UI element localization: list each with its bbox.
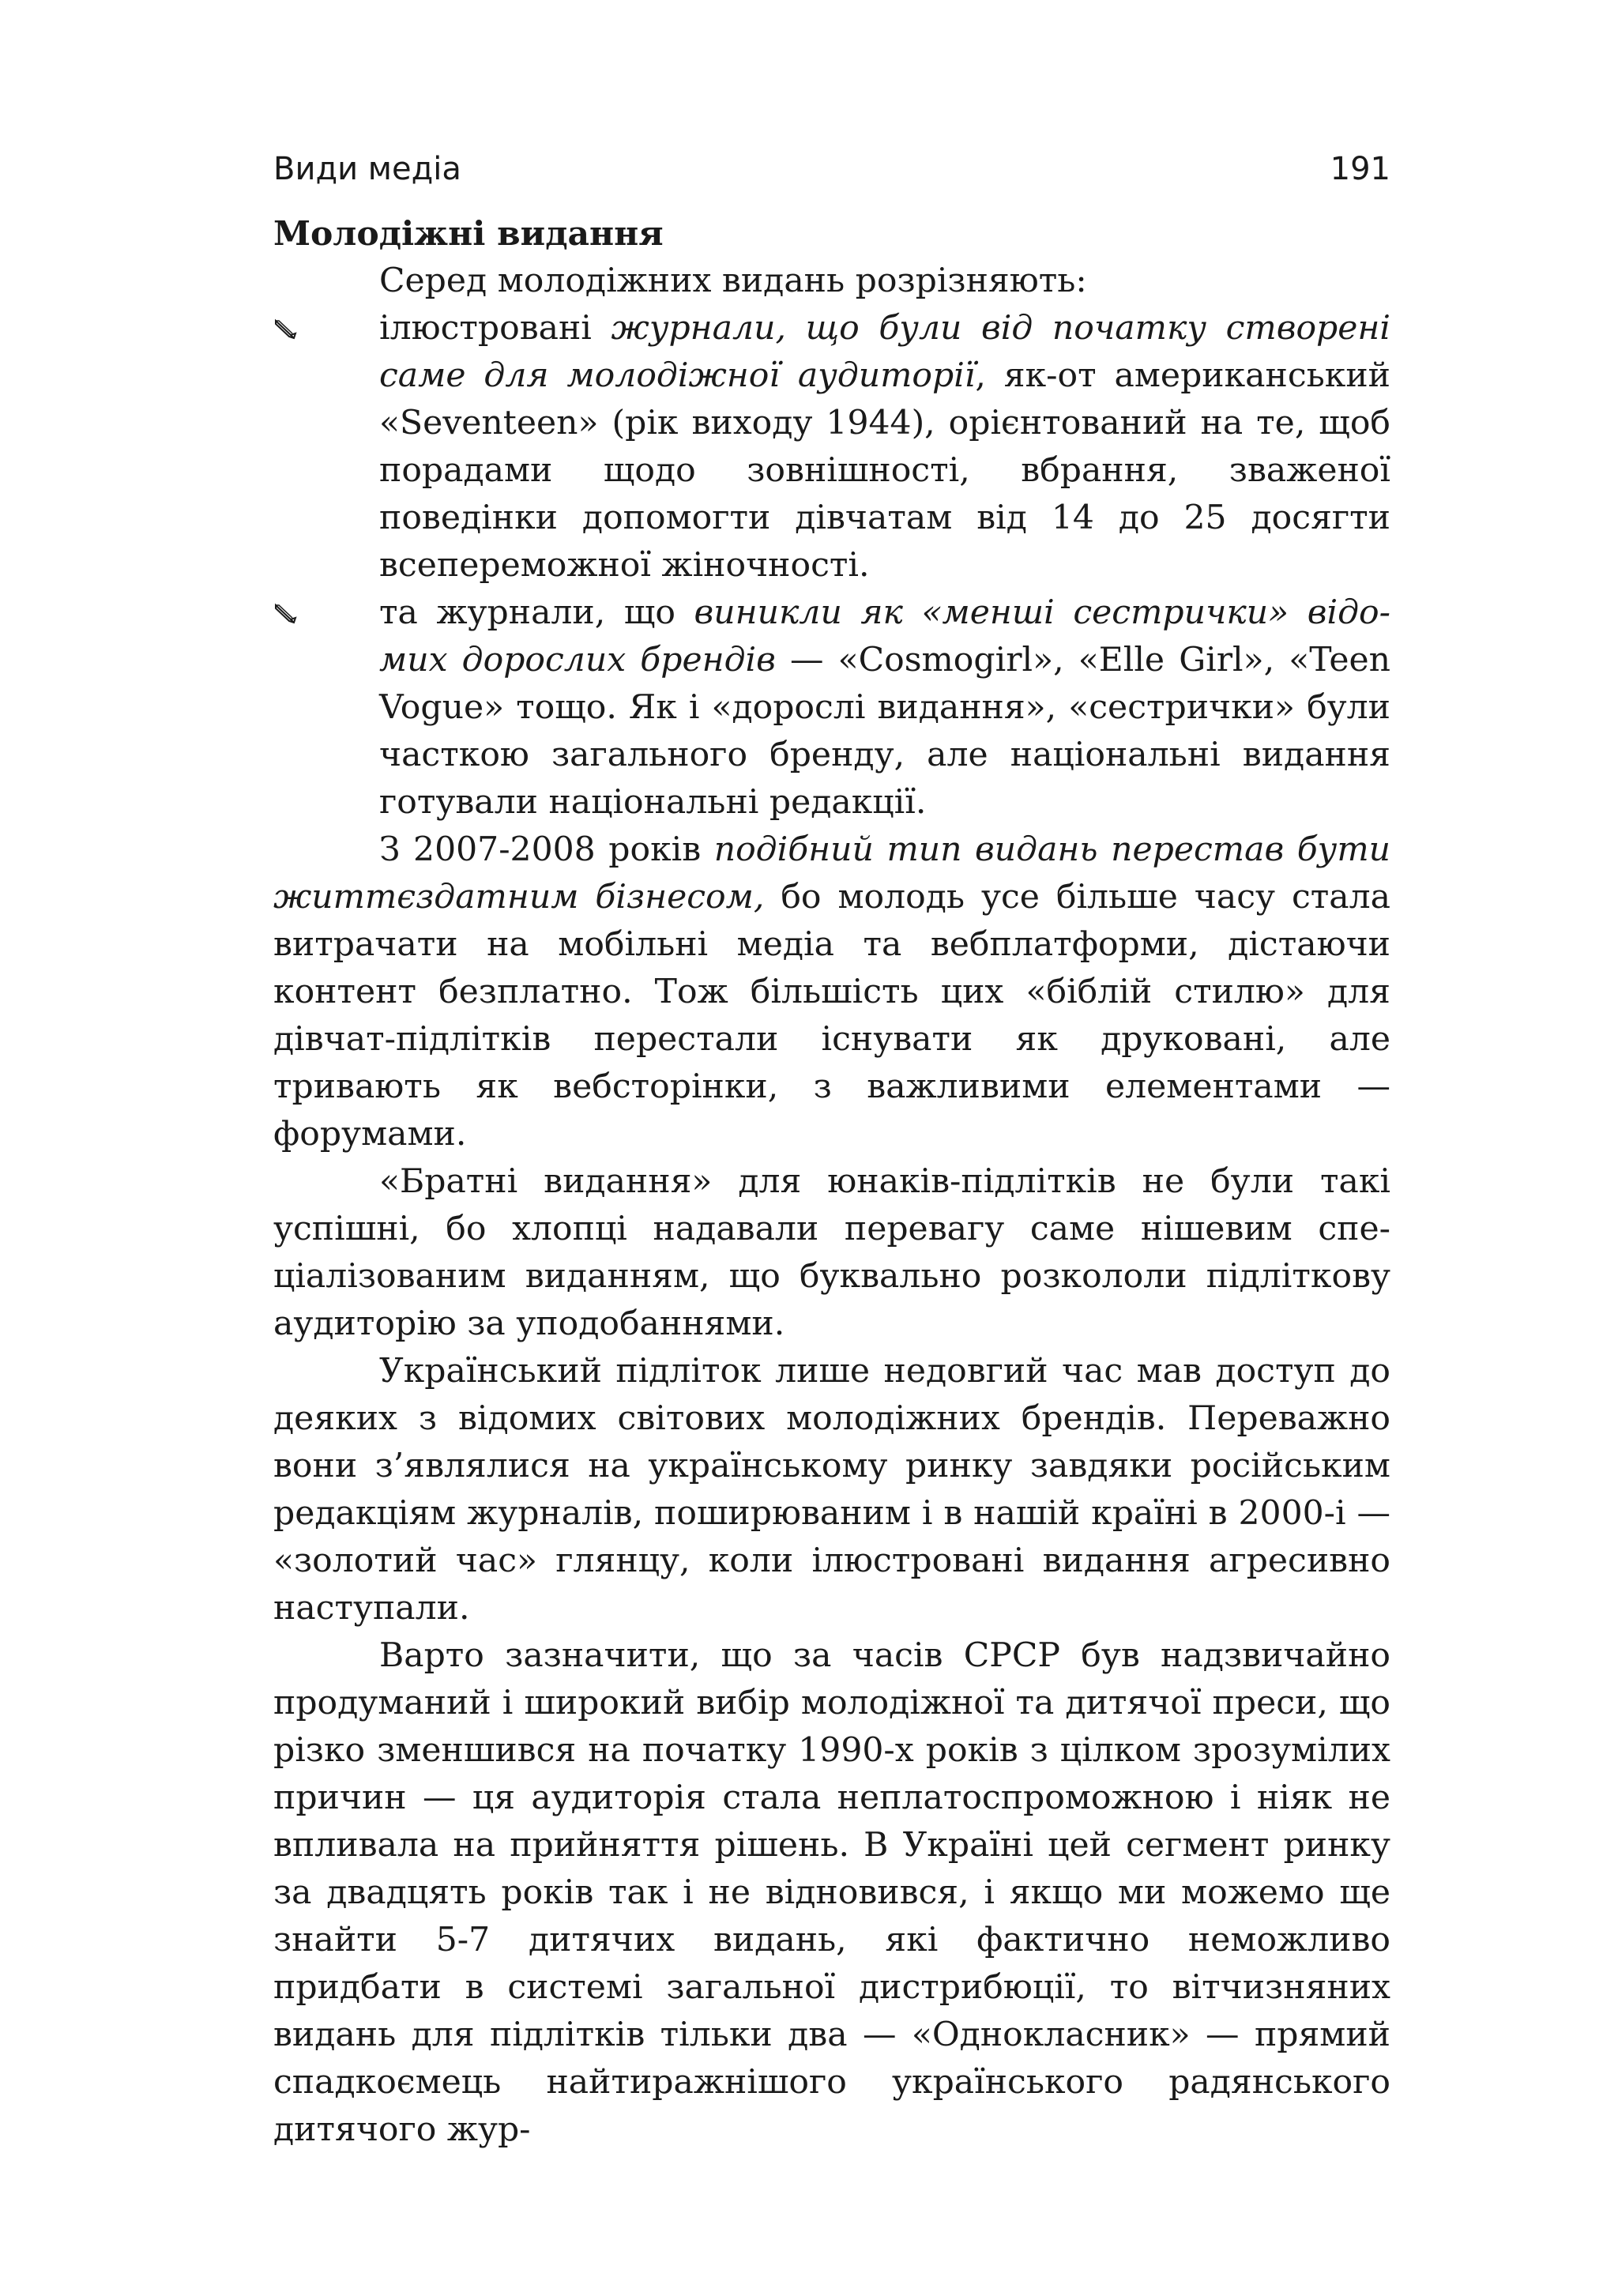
paragraph-text: Український підліток лише недовгий час мав доступ до деяких з відомих світових молодіжних брендів. Переважно вони з’являлися на українському ринку завдяки російським редакціям журналів, поширюваним і в нашій країні в 2000-і — «золотий час» глянцу, коли ілюстровані видання агресивно наступали. — [273, 1352, 1390, 1628]
bullet-text: ілюстровані — [379, 309, 611, 348]
paragraph-text: Варто зазначити, що за часів СРСР був надзвичайно продуманий і широкий вибір молодіжної та дитячої преси, що різко зменшився на початку 1990-х років з цілком зрозумілих причин — ця аудиторія стала неплатоспроможною і ніяк не впливала на прийняття рішень. В Україні цей сегмент ринку за двадцять років так і не відновився, і якщо ми можемо ще знайти 5-7 дитячих видань, які фактично неможливо придбати в системі загальної дистрибюції, то вітчизняних видань для підлітків тільки два — «Однокласник» — прямий спадкоємець найтиражнішого українського радянського дитячого жур- — [273, 1636, 1390, 2149]
bullet-item — [273, 589, 1390, 826]
pencil-icon — [273, 602, 302, 626]
paragraph-text: З 2007-2008 років — [379, 830, 714, 869]
bullet-item — [273, 305, 1390, 589]
body-paragraph — [273, 1348, 1390, 1632]
bullet-text-continued: , як-от американський «Seventeen» (рік виходу 1944), орієнтований на те, щоб порадами щодо зовнішності, вбрання, зваженої поведінки допомогти дівчатам від 14 до 25 досягти всепереможної жіночності. — [379, 356, 1390, 585]
body-paragraph — [273, 1632, 1390, 2154]
paragraph-text-continued: бо молодь усе більше часу стала витрачати на мобільні медіа та вебплатформи, дістаючи контент безплатно. Тож більшість цих «біблій стилю» для дівчат-підлітків перестали існувати як друковані, але тривають як вебсторінки, з важливими елементами — форумами. — [273, 878, 1390, 1154]
intro-paragraph: Серед молодіжних видань розрізняють: — [379, 262, 1087, 300]
page-body — [273, 210, 1390, 2154]
paragraph-emphasis: подібний тип видань перестав бути життєздатним бізнесом, — [273, 830, 1391, 917]
paragraph-text: «Братні видання» для юнаків-підлітків не були такі успішні, бо хлопці надавали перевагу саме нішевим спеціалізованим виданням, що буквально розкололи підліткову аудиторію за уподобаннями. — [273, 1162, 1390, 1343]
section-heading: Молодіжні видання — [273, 214, 664, 254]
bullet-emphasis: виникли як «менші сестрички» відомих дорослих брендів — [379, 593, 1390, 679]
bullet-list — [273, 305, 1390, 826]
body-paragraph — [273, 826, 1390, 1158]
pencil-icon — [273, 318, 302, 341]
section-title: Види медіа — [273, 151, 461, 187]
body-paragraph — [273, 1158, 1390, 1348]
bullet-text: та журнали, що — [379, 593, 694, 632]
bullet-emphasis: журнали, що були від початку створені саме для молодіжної аудиторії — [379, 309, 1390, 395]
running-header — [273, 147, 1390, 191]
page-number: 191 — [1330, 151, 1390, 187]
bullet-text-continued: — «Cosmogirl», «Elle Girl», «Teen Vogue» тощо. Як і «дорослі видання», «сестрички» були часткою загального бренду, але національні видання готували національні редакції. — [379, 641, 1390, 822]
